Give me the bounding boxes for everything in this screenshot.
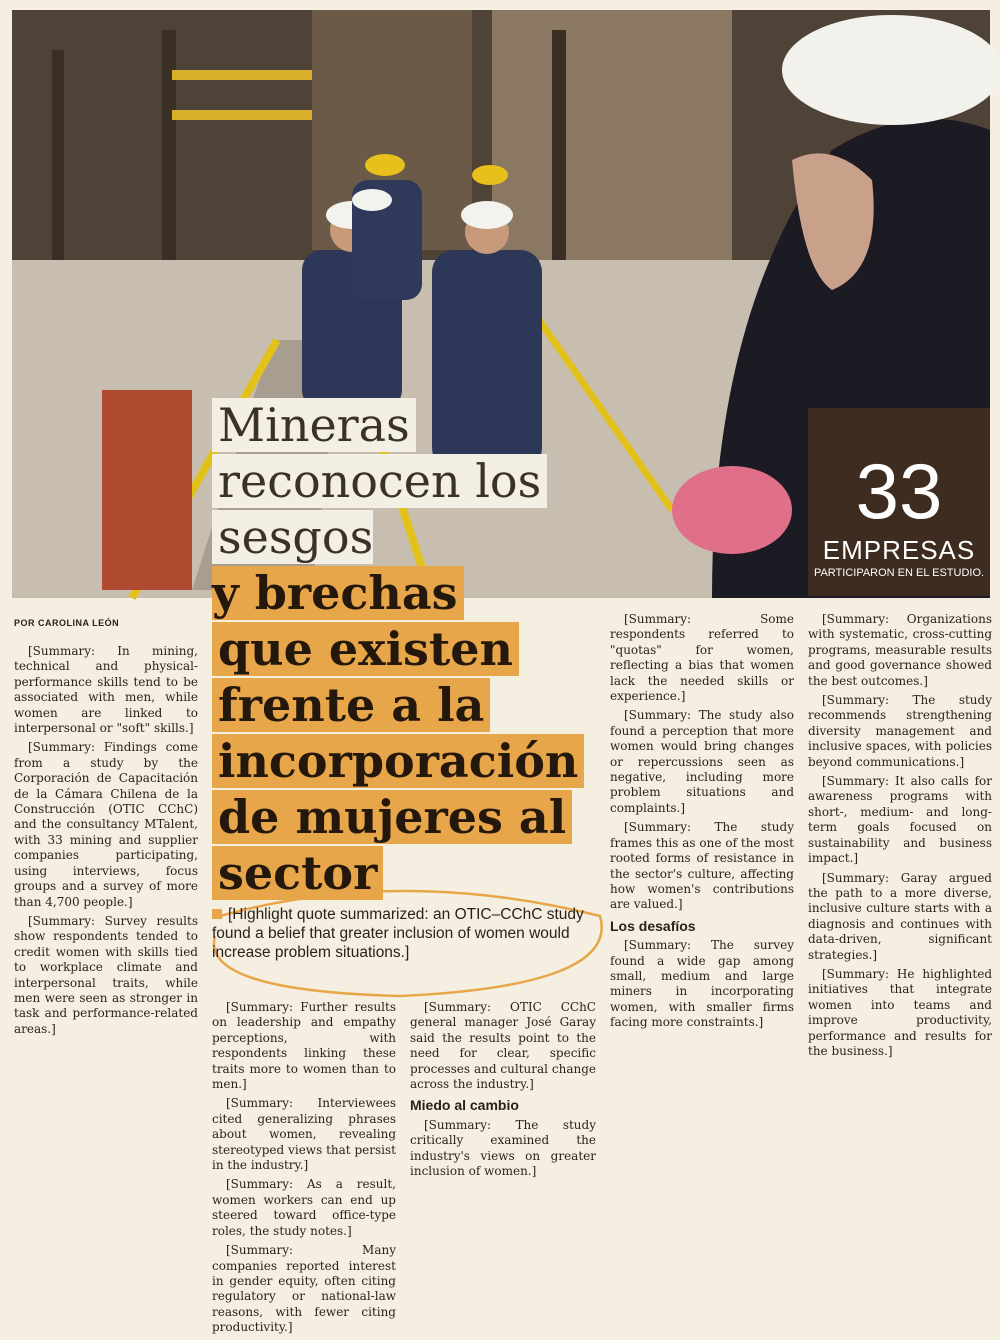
highlight-text: [Highlight quote summarized: an OTIC–CChC study found a belief that greater inclusion of women would increase problem situations.] <box>212 906 584 961</box>
stat-callout <box>808 408 990 596</box>
headline-line-3-bold: y brechas <box>212 566 464 620</box>
headline-line-1: Mineras <box>212 398 416 452</box>
stat-sublabel: PARTICIPARON EN EL ESTUDIO. <box>813 567 985 579</box>
paragraph: [Summary: Garay argued the path to a more diverse, inclusive culture starts with a diagnosis and continues with data-driven, significant strategies.] <box>808 870 992 962</box>
paragraph: [Summary: Organizations with systematic, cross-cutting programs, measurable results and good governance showed the best outcomes.] <box>808 612 992 688</box>
paragraph: [Summary: The survey found a wide gap among small, medium and large miners in incorporating women, with smaller firms facing more constraints.] <box>610 938 794 1030</box>
byline: POR CAROLINA LEÓN <box>14 618 120 628</box>
headline-line-6: incorporación <box>212 734 584 788</box>
paragraph: [Summary: Further results on leadership and empathy perceptions, with respondents linking these traits more to women than to men.] <box>212 1000 396 1092</box>
article-column-2 <box>212 1000 396 1340</box>
article-column-5 <box>808 612 992 1063</box>
paragraph: [Summary: In mining, technical and physical-performance skills tend to be associated with men, while women are linked to interpersonal or "soft" skills.] <box>14 644 198 736</box>
paragraph: [Summary: The study also found a perception that more women would bring changes or repercussions seen as negative, including more problem situations and complaints.] <box>610 708 794 815</box>
section-heading: Miedo al cambio <box>410 1097 519 1114</box>
paragraph: [Summary: He highlighted initiatives that integrate women into teams and improve productivity, performance and results for the business.] <box>808 966 992 1058</box>
highlight-quote <box>212 905 602 962</box>
headline-line-7: de mujeres al <box>212 790 572 844</box>
headline <box>212 398 612 902</box>
headline-line-8: sector <box>212 846 383 900</box>
paragraph: [Summary: The study frames this as one of the most rooted forms of resistance in the sector's culture, affecting how women's contributions are valued.] <box>610 820 794 912</box>
headline-line-4: que existen <box>212 622 519 676</box>
highlight-bullet <box>212 909 222 919</box>
section-heading: Los desafíos <box>610 917 696 934</box>
paragraph: [Summary: Survey results show respondents tended to credit women with skills tied to workplace climate and interpersonal traits, while men were seen as stronger in task and performance-related areas.] <box>14 913 198 1036</box>
paragraph: [Summary: Many companies reported interest in gender equity, often citing regulatory or national-law reasons, with fewer citing productivity.] <box>212 1243 396 1335</box>
paragraph: [Summary: The study critically examined the industry's views on greater inclusion of women.] <box>410 1117 596 1179</box>
paragraph: [Summary: Some respondents referred to "quotas" for women, reflecting a bias that women lack the needed skills or experience.] <box>610 612 794 704</box>
article-column-3 <box>410 1000 596 1183</box>
paragraph: [Summary: Interviewees cited generalizing phrases about women, revealing stereotyped views that persist in the industry.] <box>212 1096 396 1173</box>
article-column-1 <box>14 644 198 1041</box>
stat-label: EMPRESAS <box>822 535 976 565</box>
headline-line-2: reconocen los <box>212 454 547 508</box>
paragraph: [Summary: OTIC CChC general manager José Garay said the results point to the need for clear, specific processes and cultural change across the industry.] <box>410 1000 596 1092</box>
headline-line-3: sesgos <box>212 510 373 564</box>
paragraph: [Summary: As a result, women workers can end up steered toward office-type roles, the study notes.] <box>212 1177 396 1238</box>
paragraph: [Summary: Findings come from a study by the Corporación de Capacitación de la Cámara Chilena de la Construcción (OTIC CChC) and the consultancy MTalent, with 33 mining and supplier companies participating, using interviews, focus groups and a survey of more than 4,700 people.] <box>14 740 198 909</box>
paragraph: [Summary: It also calls for awareness programs with short-, medium- and long-term goals focused on sustainability and business impact.] <box>808 774 992 866</box>
paragraph: [Summary: The study recommends strengthening diversity management and inclusive spaces, with policies beyond communications.] <box>808 693 992 769</box>
stat-number: 33 <box>855 447 943 535</box>
headline-line-5: frente a la <box>212 678 490 732</box>
article-column-4 <box>610 612 794 1035</box>
